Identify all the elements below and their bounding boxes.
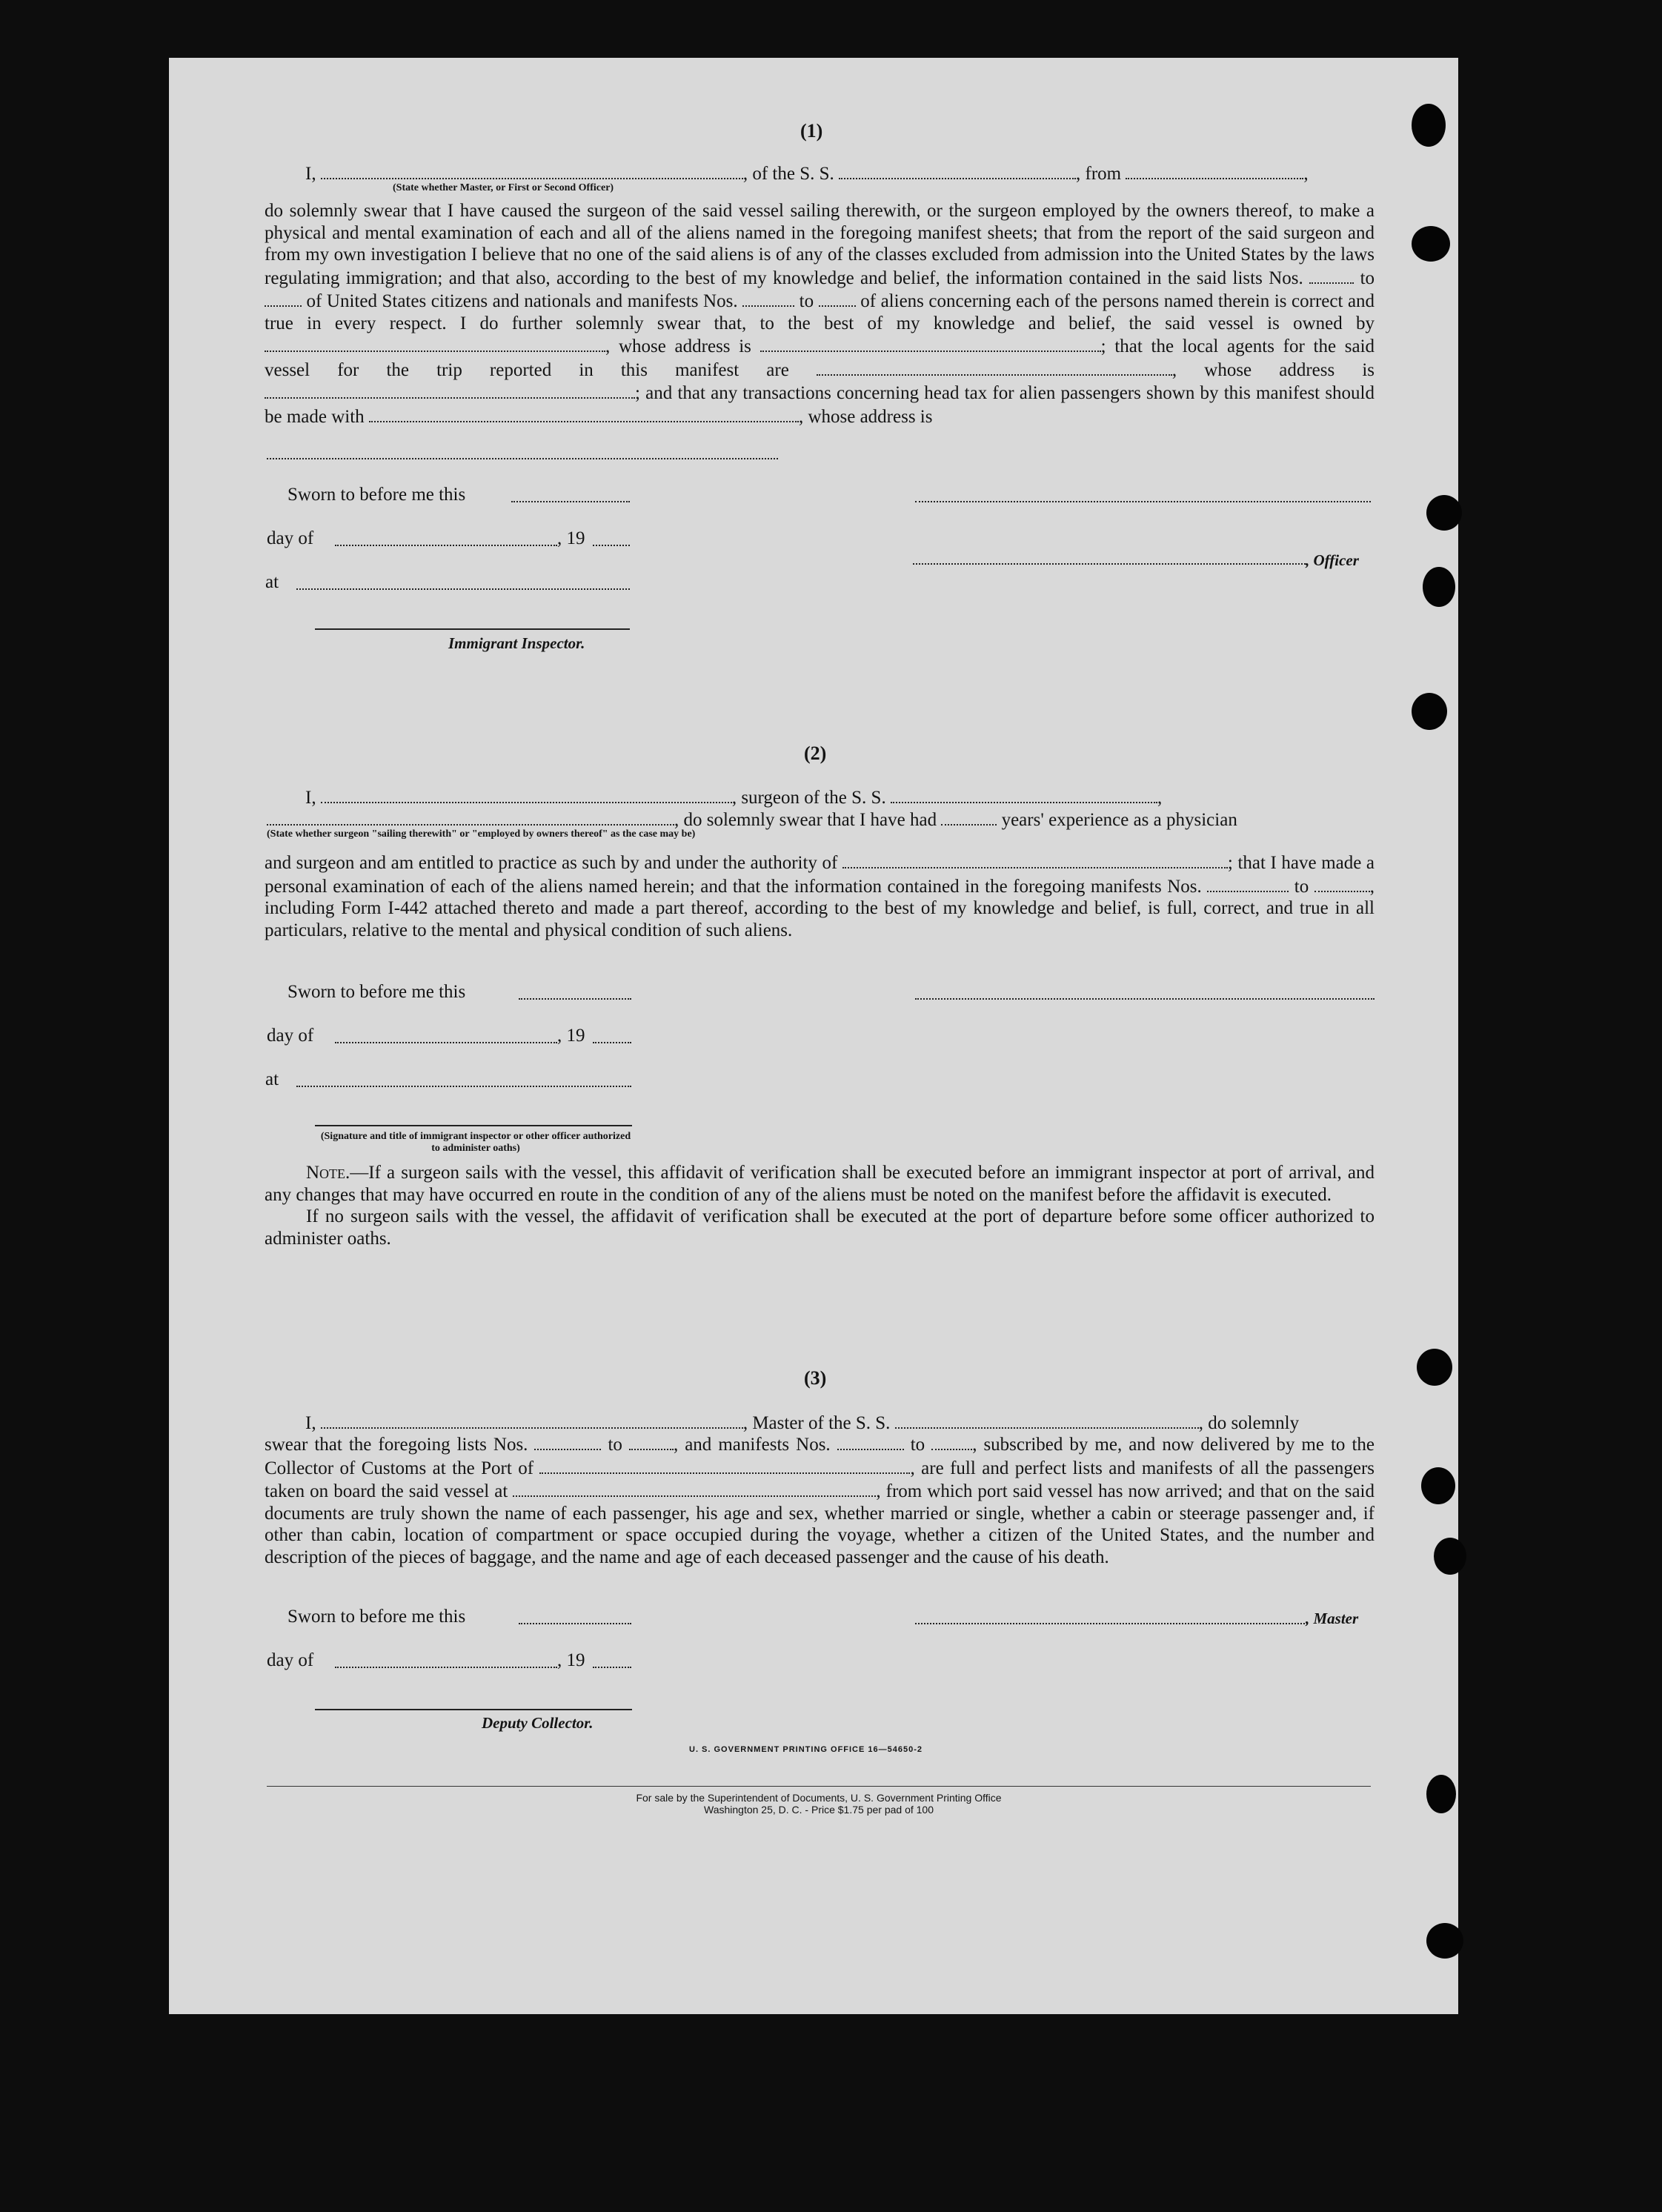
- section-2-body: and surgeon and am entitled to practice as such by and under the authority of ; that I have made a personal examination of each of the aliens named herein; and that the information contained in the foregoing manifests Nos. to , including Form I-442 attached thereto and made a part thereof, according to the best of my knowledge and belief, is full, correct, and true in all particulars, relative to the mental and physical condition of such aliens.: [265, 851, 1375, 941]
- manifests-to-field[interactable]: [819, 289, 856, 307]
- owner-field[interactable]: [265, 334, 605, 352]
- section-2-surgeon-line: I, , surgeon of the S. S. ,: [305, 786, 1375, 808]
- agents-address-field[interactable]: [265, 381, 635, 399]
- manifests-from-field[interactable]: [742, 289, 794, 307]
- year-label-1: , 19: [557, 528, 585, 548]
- printing-office-line: U. S. GOVERNMENT PRINTING OFFICE 16—54650-2: [689, 1745, 923, 1754]
- officer-line-2[interactable]: [913, 563, 1306, 565]
- sworn-label-2: Sworn to before me this: [287, 982, 466, 1002]
- surgeon-signature-field[interactable]: [915, 998, 1375, 1000]
- officer-rank-note: (State whether Master, or First or Second Officer): [393, 182, 614, 193]
- owner-address-field[interactable]: [760, 334, 1101, 352]
- section-1-body: do solemnly swear that I have caused the surgeon of the said vessel sailing therewith, or the surgeon employed by the owners thereof, to make a physical and mental examination of each and all of the aliens named in the foregoing manifest sheets; that from the report of the said surgeon and from my own investigation I believe that no one of the said aliens is of any of the classes excluded from admission into the United States by the laws regulating immigration; and that also, according to the best of my knowledge and belief, the information contained in the said lists Nos. to of United States citizens and nationals and manifests Nos. to of aliens concerning each of the persons named therein is correct and true in every respect. I do further solemnly swear that, to the best of my knowledge and belief, the said vessel is owned by , whose address is ; that the local agents for the said vessel for the trip reported in this manifest are , whose address is ; and that any transactions concerning head tax for alien passengers shown by this manifest should be made with , whose address is: [265, 201, 1375, 427]
- sworn-label-1: Sworn to before me this: [287, 485, 466, 505]
- punch-hole: [1412, 226, 1450, 262]
- punch-hole: [1426, 1923, 1463, 1959]
- master-lists-to-field[interactable]: [629, 1432, 674, 1450]
- surgeon-manifests-to-field[interactable]: [1314, 874, 1370, 892]
- section-1-oath-line: I, , of the S. S. , from ,: [305, 162, 1375, 185]
- local-agents-field[interactable]: [817, 358, 1172, 376]
- section-3-master-line: I, , Master of the S. S. , do solemnly: [305, 1411, 1375, 1434]
- vessel-name-field[interactable]: [839, 162, 1076, 179]
- section-2-experience-line: , do solemnly swear that I have had years' experience as a physician: [267, 808, 1375, 831]
- punch-hole: [1426, 495, 1462, 531]
- immigrant-inspector-label: Immigrant Inspector.: [448, 634, 585, 652]
- section-1-number: (1): [800, 120, 823, 142]
- day-of-label-2: day of: [267, 1026, 314, 1046]
- years-experience-field[interactable]: [941, 808, 997, 826]
- surgeon-manifests-from-field[interactable]: [1207, 874, 1289, 892]
- punch-hole: [1412, 104, 1446, 147]
- year-label-2: , 19: [557, 1026, 585, 1046]
- punch-hole: [1417, 1349, 1452, 1386]
- punch-hole: [1426, 1775, 1456, 1813]
- sworn-date-field-3[interactable]: [519, 1623, 631, 1624]
- day-of-field-1[interactable]: [335, 545, 557, 546]
- day-of-label-1: day of: [267, 528, 314, 548]
- punch-hole: [1412, 693, 1447, 730]
- sworn-date-field-2[interactable]: [519, 998, 631, 1000]
- head-tax-contact-field[interactable]: [369, 405, 799, 422]
- surgeon-status-field[interactable]: [267, 808, 674, 826]
- at-field-1[interactable]: [296, 588, 630, 590]
- sworn-label-3: Sworn to before me this: [287, 1607, 466, 1627]
- surgeon-vessel-field[interactable]: [891, 786, 1157, 803]
- master-vessel-field[interactable]: [895, 1411, 1199, 1429]
- deputy-collector-label: Deputy Collector.: [482, 1714, 594, 1732]
- at-label-1: at: [265, 572, 279, 592]
- day-of-field-3[interactable]: [335, 1667, 557, 1668]
- lists-to-field[interactable]: [265, 289, 302, 307]
- head-tax-address-field[interactable]: [267, 458, 778, 459]
- deputy-collector-signature-line[interactable]: [315, 1709, 632, 1710]
- day-of-field-2[interactable]: [335, 1042, 557, 1043]
- authorized-officer-signature-line[interactable]: [315, 1125, 632, 1126]
- footer-rule: [267, 1786, 1371, 1787]
- section-2-number: (2): [804, 743, 827, 764]
- year-field-3[interactable]: [593, 1667, 631, 1668]
- year-field-2[interactable]: [593, 1042, 631, 1043]
- master-label: , Master: [1306, 1610, 1359, 1627]
- punch-hole: [1421, 1467, 1455, 1504]
- at-label-2: at: [265, 1069, 279, 1089]
- footer-line-1: For sale by the Superintendent of Documents, U. S. Government Printing Office: [636, 1792, 1002, 1804]
- signature-title-note: (Signature and title of immigrant inspector or other officer authorized to administer oaths): [320, 1131, 631, 1154]
- surgeon-name-field[interactable]: [321, 786, 732, 803]
- authority-field[interactable]: [842, 851, 1228, 868]
- sworn-date-field-1[interactable]: [511, 501, 630, 502]
- master-name-field[interactable]: [321, 1411, 743, 1429]
- arrival-port-field[interactable]: [539, 1456, 910, 1474]
- boarding-port-field[interactable]: [513, 1479, 876, 1497]
- year-label-3: , 19: [557, 1650, 585, 1670]
- surgeon-note: Note.—If a surgeon sails with the vessel, this affidavit of verification shall be executed before an immigrant inspector at port of arrival, and any changes that may have occurred en route in the condition of any of the aliens must be noted on the manifest before the affidavit is executed. If no surgeon sails with the vessel, the affidavit of verification shall be executed at the port of departure before some officer authorized to administer oaths.: [265, 1163, 1375, 1249]
- departure-port-field[interactable]: [1126, 162, 1303, 179]
- at-field-2[interactable]: [296, 1086, 631, 1087]
- surgeon-status-note: (State whether surgeon "sailing therewith" or "employed by owners thereof" as the case may be): [267, 828, 696, 840]
- inspector-signature-line[interactable]: [315, 628, 630, 630]
- section-3-body: swear that the foregoing lists Nos. to , and manifests Nos. to , subscribed by me, and now delivered by me to the Collector of Customs at the Port of , are full and perfect lists and manifests of all the passengers taken on board the said vessel at , from which port said vessel has now arrived; and that on the said documents are truly shown the name of each passenger, his age and sex, whether married or single, whether a cabin or steerage passenger and, if other than cabin, location of compartment or space occupied during the voyage, whether a citizen of the United States, and the number and description of the pieces of baggage, and the name and age of each deceased passenger and the cause of his death.: [265, 1432, 1375, 1568]
- lists-from-field[interactable]: [1309, 266, 1354, 284]
- officer-name-field[interactable]: [321, 162, 743, 179]
- footer-line-2: Washington 25, D. C. - Price $1.75 per pad of 100: [704, 1804, 934, 1816]
- master-manifests-to-field[interactable]: [931, 1432, 972, 1450]
- section-3-number: (3): [804, 1367, 827, 1389]
- master-manifests-from-field[interactable]: [837, 1432, 904, 1450]
- master-lists-from-field[interactable]: [534, 1432, 601, 1450]
- officer-signature-field[interactable]: [915, 501, 1371, 502]
- year-field-1[interactable]: [593, 545, 630, 546]
- officer-label: , Officer: [1306, 551, 1359, 569]
- master-signature-field[interactable]: [915, 1623, 1308, 1624]
- punch-hole: [1423, 567, 1455, 607]
- punch-hole: [1434, 1538, 1466, 1575]
- day-of-label-3: day of: [267, 1650, 314, 1670]
